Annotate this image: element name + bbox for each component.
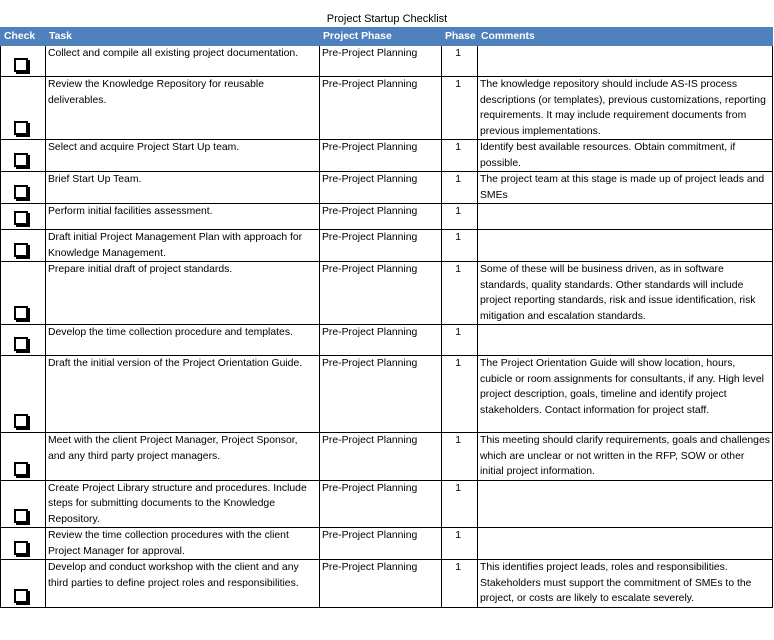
table-row [1,230,773,262]
comment-cell [478,230,773,262]
check-cell [1,77,46,140]
checkbox[interactable] [14,589,28,603]
task-cell: Select and acquire Project Start Up team. [46,140,320,172]
checkbox[interactable] [14,541,28,555]
comment-cell [478,204,773,230]
comment-cell: Some of these will be business driven, as in software standards, quality standards. Other standards will include project reporting standards, risk and issue identification, risk mitigation and escalation standards. [478,262,773,325]
task-cell: Create Project Library structure and procedures. Include steps for submitting documents to the Knowledge Repository. [46,480,320,528]
comment-cell: This identifies project leads, roles and responsibilities. Stakeholders must support the commitment of SMEs to the project, or costs are likely to escalate severely. [478,560,773,608]
check-cell [1,528,46,560]
checkbox[interactable] [14,153,28,167]
table-row [1,480,773,528]
project-phase-cell: Pre-Project Planning [320,140,442,172]
header-check: Check [1,28,46,46]
phase-number-cell: 1 [442,46,478,77]
project-phase-cell: Pre-Project Planning [320,46,442,77]
phase-number-cell: 1 [442,356,478,433]
document-title: Project Startup Checklist [326,13,448,25]
table-row [1,204,773,230]
check-cell [1,325,46,356]
table-row [1,560,773,608]
checkbox[interactable] [14,337,28,351]
check-cell [1,172,46,204]
checkbox[interactable] [14,211,28,225]
project-phase-cell: Pre-Project Planning [320,230,442,262]
header-comments: Comments [478,28,773,46]
header-project-phase: Project Phase [320,28,442,46]
task-cell: Review the time collection procedures with the client Project Manager for approval. [46,528,320,560]
project-phase-cell: Pre-Project Planning [320,262,442,325]
table-row [1,46,773,77]
table-row [1,140,773,172]
phase-number-cell: 1 [442,528,478,560]
check-cell [1,356,46,433]
phase-number-cell: 1 [442,172,478,204]
checkbox[interactable] [14,509,28,523]
check-cell [1,140,46,172]
table-row [1,172,773,204]
header-phase: Phase [442,28,478,46]
checkbox[interactable] [14,306,28,320]
task-cell: Brief Start Up Team. [46,172,320,204]
project-phase-cell: Pre-Project Planning [320,325,442,356]
phase-number-cell: 1 [442,140,478,172]
comment-cell [478,325,773,356]
header-row [1,28,773,46]
task-cell: Perform initial facilities assessment. [46,204,320,230]
task-cell: Draft the initial version of the Project Orientation Guide. [46,356,320,433]
task-cell: Prepare initial draft of project standards. [46,262,320,325]
checkbox[interactable] [14,58,28,72]
phase-number-cell: 1 [442,560,478,608]
project-phase-cell: Pre-Project Planning [320,77,442,140]
project-phase-cell: Pre-Project Planning [320,528,442,560]
task-cell: Develop the time collection procedure and templates. [46,325,320,356]
task-cell: Review the Knowledge Repository for reusable deliverables. [46,77,320,140]
phase-number-cell: 1 [442,204,478,230]
project-phase-cell: Pre-Project Planning [320,433,442,481]
project-phase-cell: Pre-Project Planning [320,172,442,204]
check-cell [1,230,46,262]
comment-cell: This meeting should clarify requirements, goals and challenges which are unclear or not written in the RFP, SOW or other initial project information. [478,433,773,481]
task-cell: Meet with the client Project Manager, Project Sponsor, and any third party project managers. [46,433,320,481]
phase-number-cell: 1 [442,433,478,481]
project-phase-cell: Pre-Project Planning [320,560,442,608]
phase-number-cell: 1 [442,262,478,325]
check-cell [1,262,46,325]
table-row [1,325,773,356]
checkbox[interactable] [14,185,28,199]
table-row [1,433,773,481]
comment-cell: Identify best available resources. Obtain commitment, if possible. [478,140,773,172]
comment-cell [478,46,773,77]
comment-cell: The Project Orientation Guide will show location, hours, cubicle or room assignments for consultants, if any. High level project description, goals, timeline and identify project stakeholders. Contact information for project staff. [478,356,773,433]
task-cell: Collect and compile all existing project documentation. [46,46,320,77]
check-cell [1,433,46,481]
checkbox[interactable] [14,414,28,428]
comment-cell [478,480,773,528]
checkbox[interactable] [14,462,28,476]
project-phase-cell: Pre-Project Planning [320,204,442,230]
project-phase-cell: Pre-Project Planning [320,480,442,528]
task-cell: Develop and conduct workshop with the client and any third parties to define project roles and responsibilities. [46,560,320,608]
check-cell [1,46,46,77]
checkbox[interactable] [14,121,28,135]
checkbox[interactable] [14,243,28,257]
table-row [1,356,773,433]
phase-number-cell: 1 [442,230,478,262]
checklist-table [0,27,773,608]
table-row [1,77,773,140]
task-cell: Draft initial Project Management Plan with approach for Knowledge Management. [46,230,320,262]
header-task: Task [46,28,320,46]
table-row [1,528,773,560]
check-cell [1,204,46,230]
phase-number-cell: 1 [442,480,478,528]
comment-cell: The knowledge repository should include AS-IS process descriptions (or templates), previous customizations, reporting requirements. It may include requirement documents from previous implementations. [478,77,773,140]
comment-cell [478,528,773,560]
table-row [1,262,773,325]
check-cell [1,560,46,608]
phase-number-cell: 1 [442,325,478,356]
comment-cell: The project team at this stage is made up of project leads and SMEs [478,172,773,204]
project-phase-cell: Pre-Project Planning [320,356,442,433]
check-cell [1,480,46,528]
phase-number-cell: 1 [442,77,478,140]
